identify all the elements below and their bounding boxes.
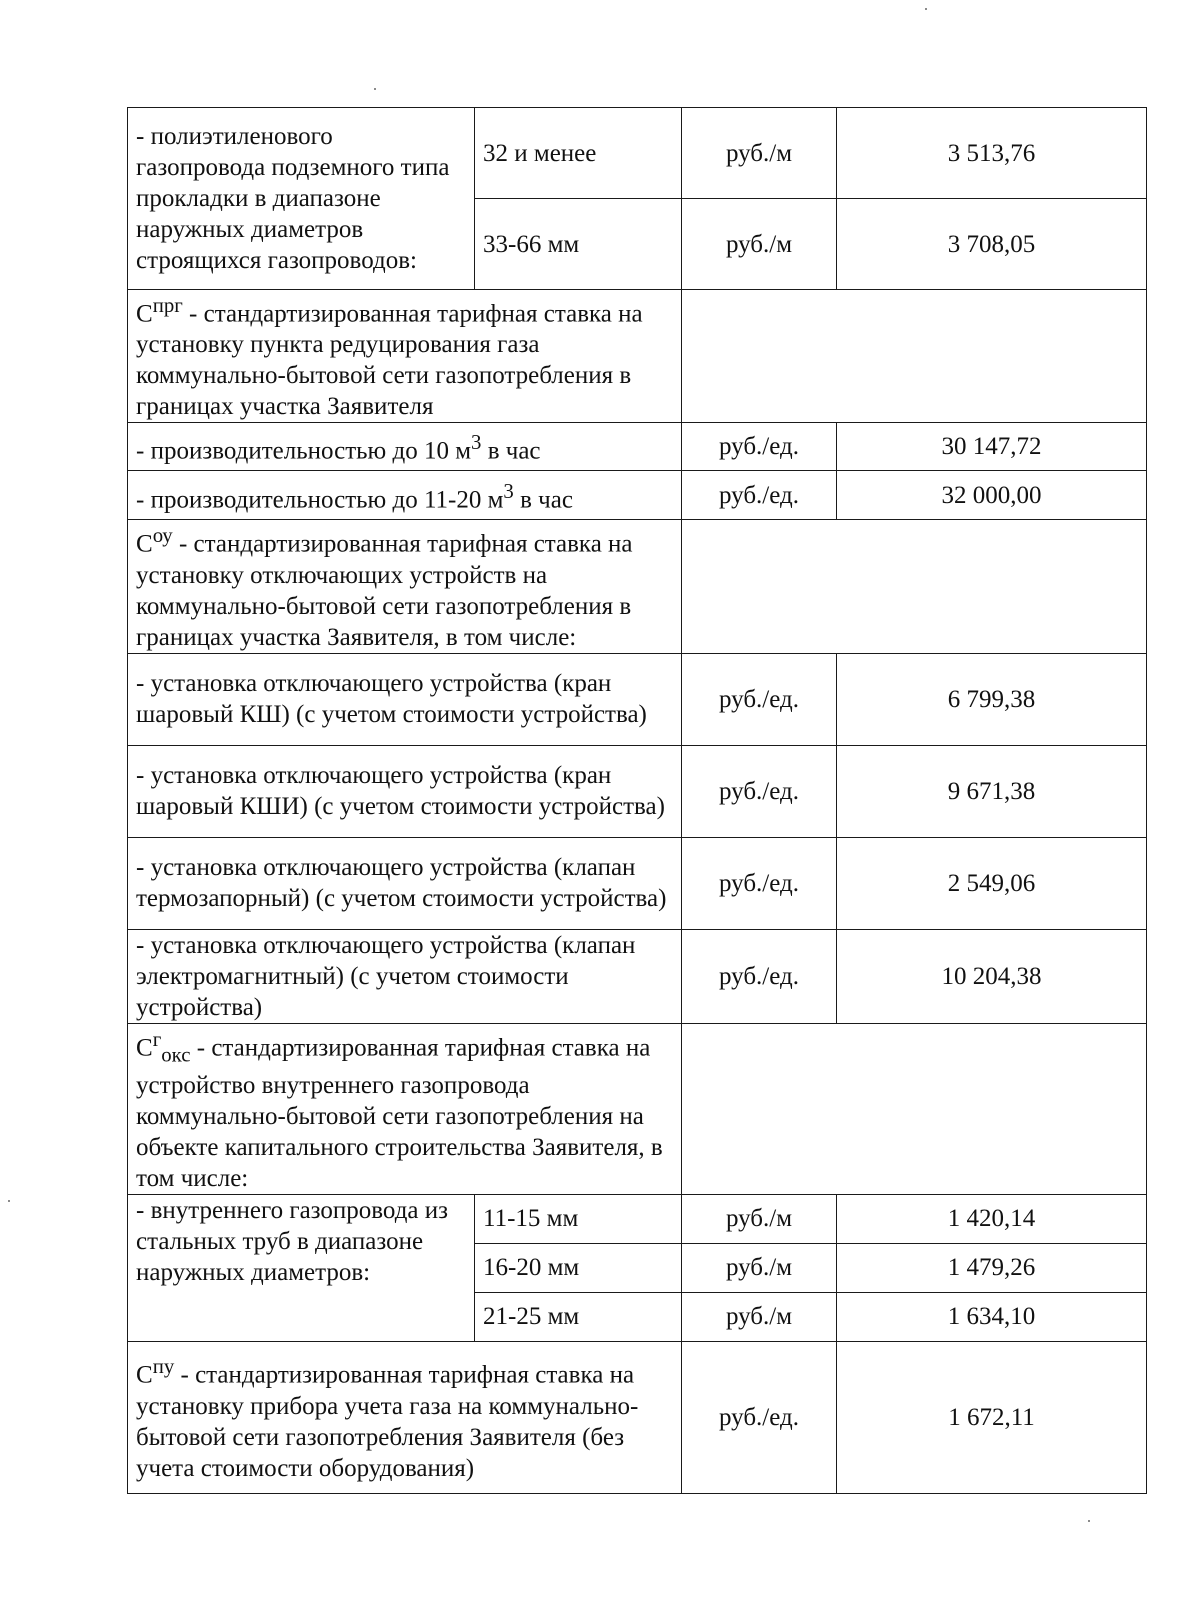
section-header-oks <box>128 1023 682 1194</box>
unit-cell: руб./м <box>682 1194 837 1243</box>
rate-superscript: прг <box>152 293 183 317</box>
desc-text: в час <box>513 485 573 513</box>
table-row <box>128 108 1147 199</box>
value-cell: 1 479,26 <box>837 1243 1147 1292</box>
desc-text: - производительностью до 11-20 м <box>136 485 504 513</box>
value-cell: 2 549,06 <box>837 837 1147 929</box>
scan-speck <box>925 8 927 10</box>
scan-speck <box>374 88 376 90</box>
table-row <box>128 471 1147 520</box>
table-row <box>128 520 1147 653</box>
unit-cell: руб./ед. <box>682 423 837 471</box>
value-cell: 32 000,00 <box>837 471 1147 520</box>
rate-superscript: пу <box>152 1354 175 1379</box>
value-cell: 1 420,14 <box>837 1194 1147 1243</box>
section-header-prg <box>128 290 682 423</box>
diameter-cell: 33-66 мм <box>475 199 682 290</box>
desc-text: в час <box>481 437 541 465</box>
row-description: - внутреннего газопровода из стальных труб в диапазоне наружных диаметров: <box>128 1194 475 1341</box>
unit-cell: руб./м <box>682 199 837 290</box>
row-description: - установка отключающего устройства (кран шаровый КШ) (с учетом стоимости устройства) <box>128 653 682 745</box>
rate-symbol: С <box>136 300 153 328</box>
value-cell: 6 799,38 <box>837 653 1147 745</box>
unit-cell: руб./ед. <box>682 653 837 745</box>
row-description: - полиэтиленового газопровода подземного типа прокладки в диапазоне наружных диаметров строящихся газопроводов: <box>128 108 475 290</box>
section-text: - стандартизированная тарифная ставка на устройство внутреннего газопровода коммунально-бытовой сети газопотребления на объекте капитального строительства Заявителя, в том числе: <box>136 1033 663 1192</box>
value-cell: 10 204,38 <box>837 929 1147 1023</box>
unit-cell: руб./ед. <box>682 745 837 837</box>
unit-cell: руб./м <box>682 1243 837 1292</box>
row-description: - установка отключающего устройства (клапан термозапорный) (с учетом стоимости устройства) <box>128 837 682 929</box>
unit-cell: руб./ед. <box>682 1341 837 1493</box>
section-text: - стандартизированная тарифная ставка на установку пункта редуцирования газа коммунально-бытовой сети газопотребления в границах участка Заявителя <box>136 300 643 421</box>
cube-superscript: 3 <box>471 430 482 455</box>
table-row <box>128 423 1147 471</box>
diameter-cell: 11-15 мм <box>475 1194 682 1243</box>
tariff-table <box>127 107 1147 1494</box>
desc-text: - производительностью до 10 м <box>136 437 472 465</box>
table-row <box>128 653 1147 745</box>
section-header-pu <box>128 1341 682 1493</box>
cube-superscript: 3 <box>503 478 514 503</box>
unit-cell: руб./м <box>682 108 837 199</box>
diameter-cell: 21-25 мм <box>475 1292 682 1341</box>
table-row <box>128 929 1147 1023</box>
section-text: - стандартизированная тарифная ставка на установку прибора учета газа на коммунально-бытовой сети газопотребления Заявителя (без учета стоимости оборудования) <box>136 1361 639 1482</box>
row-description: - установка отключающего устройства (кран шаровый КШИ) (с учетом стоимости устройства) <box>128 745 682 837</box>
value-cell: 9 671,38 <box>837 745 1147 837</box>
table-row <box>128 1194 1147 1243</box>
section-text: - стандартизированная тарифная ставка на установку отключающих устройств на коммунально-бытовой сети газопотребления в границах участка Заявителя, в том числе: <box>136 530 633 651</box>
rate-subscript: окс <box>161 1041 191 1066</box>
value-cell: 1 634,10 <box>837 1292 1147 1341</box>
scan-speck <box>1088 1520 1090 1522</box>
row-description: - установка отключающего устройства (клапан электромагнитный) (с учетом стоимости устройства) <box>128 929 682 1023</box>
rate-superscript: оу <box>152 523 173 548</box>
unit-cell: руб./м <box>682 1292 837 1341</box>
unit-cell: руб./ед. <box>682 929 837 1023</box>
scan-speck <box>8 1200 10 1202</box>
table-row <box>128 745 1147 837</box>
value-cell: 3 513,76 <box>837 108 1147 199</box>
row-description <box>128 471 682 520</box>
rate-symbol: С <box>136 1361 153 1389</box>
empty-cell <box>682 520 1147 653</box>
row-description <box>128 423 682 471</box>
empty-cell <box>682 1023 1147 1194</box>
value-cell: 1 672,11 <box>837 1341 1147 1493</box>
value-cell: 30 147,72 <box>837 423 1147 471</box>
section-header-ou <box>128 520 682 653</box>
table-row <box>128 290 1147 423</box>
rate-symbol: С <box>136 530 153 558</box>
rate-superscript: г <box>152 1026 162 1051</box>
diameter-cell: 16-20 мм <box>475 1243 682 1292</box>
table-row <box>128 1023 1147 1194</box>
rate-symbol: С <box>136 1033 153 1061</box>
unit-cell: руб./ед. <box>682 471 837 520</box>
table-row <box>128 837 1147 929</box>
unit-cell: руб./ед. <box>682 837 837 929</box>
table-row <box>128 1341 1147 1493</box>
diameter-cell: 32 и менее <box>475 108 682 199</box>
empty-cell <box>682 290 1147 423</box>
value-cell: 3 708,05 <box>837 199 1147 290</box>
